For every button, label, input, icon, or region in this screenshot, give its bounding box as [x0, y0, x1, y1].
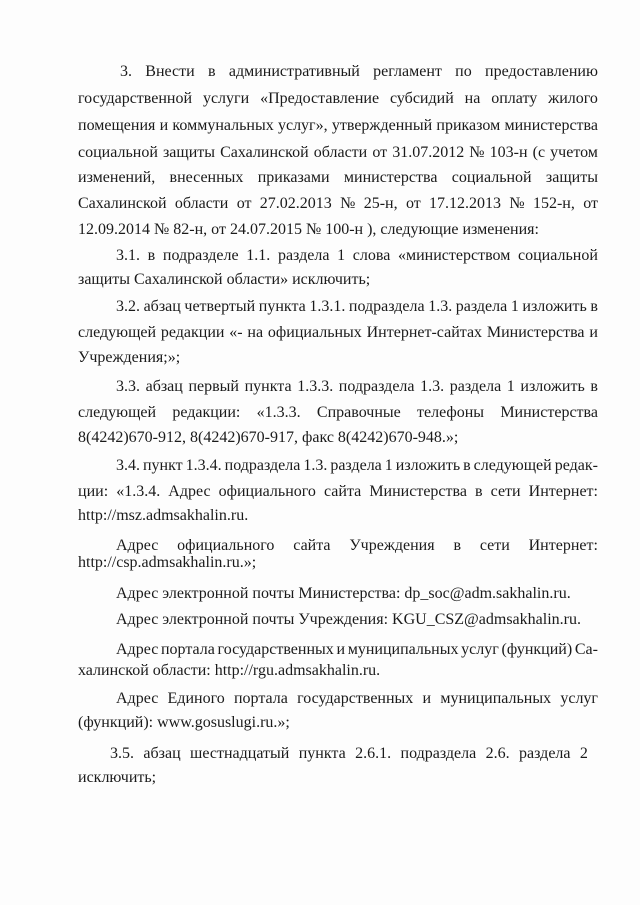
word: Адрес: [116, 537, 159, 554]
word: приказами: [257, 169, 330, 186]
word: 1.3.: [428, 298, 453, 315]
word: «1.3.4.: [116, 483, 161, 500]
word: раздела: [330, 457, 382, 474]
word: приказом: [436, 117, 501, 134]
word: 3.1.: [116, 247, 140, 264]
word: услуг: [461, 641, 499, 658]
word: от: [372, 144, 388, 161]
word: жилого: [548, 90, 598, 107]
word: Интернет:: [528, 483, 598, 500]
word: услуг»,: [277, 117, 328, 134]
word: подраздела: [400, 745, 477, 762]
word: официального: [177, 537, 275, 554]
word: субсидий: [390, 90, 454, 107]
p31-line2: защиты Сахалинской области» исключить;: [78, 271, 371, 288]
word: 1.3.3.: [297, 378, 334, 395]
word: от: [405, 195, 421, 212]
word: 3.2.: [116, 298, 140, 315]
word: №: [340, 195, 356, 212]
word: и: [159, 117, 169, 134]
word: сети: [479, 537, 510, 554]
word: телефоны: [417, 404, 485, 421]
word: редак-: [554, 457, 598, 474]
word: изложить: [395, 457, 461, 474]
word: утвержденный: [331, 117, 433, 134]
word: от: [583, 195, 598, 212]
word: «Предоставление: [260, 90, 380, 107]
word: государственной: [78, 90, 193, 107]
word: 31.07.2012: [392, 144, 465, 161]
word: раздела: [519, 745, 571, 762]
word: помещения: [78, 117, 156, 134]
word: в: [463, 457, 471, 474]
word: защиты: [545, 169, 598, 186]
word: портала: [160, 641, 215, 658]
word: подразделе: [162, 247, 239, 264]
email-ministry: Адрес электронной почты Министерства: dp_soc@adm.sakhalin.ru.: [116, 585, 571, 602]
word: 2.6.1.: [355, 745, 392, 762]
email-institution: Адрес электронной почты Учреждения: KGU_CSZ@admsakhalin.ru.: [116, 611, 581, 628]
word: 3.4.: [116, 457, 140, 474]
word: и: [589, 324, 598, 341]
portal-regional-line1: [116, 640, 598, 660]
word: раздела: [455, 298, 508, 315]
word: пункта: [258, 298, 306, 315]
word: абзац: [143, 745, 181, 762]
p33-line3: 8(4242)670-912, 8(4242)670-917, факс 8(4242)670-948.»;: [78, 429, 459, 446]
word: Сахалинской: [78, 195, 167, 212]
p33-line1: [116, 377, 598, 397]
word: на: [247, 324, 264, 341]
word: абзац: [143, 298, 181, 315]
word: коммунальных: [172, 117, 274, 134]
item3-line2: [78, 89, 598, 109]
word: №: [509, 195, 525, 212]
word: «министерством: [397, 247, 511, 264]
word: Министерства: [369, 483, 467, 500]
word: министерства: [343, 169, 438, 186]
word: следующей: [78, 404, 157, 421]
p35-line1: [110, 744, 588, 764]
word: 17.12.2013: [429, 195, 502, 212]
word: 1.3.: [303, 457, 328, 474]
portal-federal-line2: (функций): www.gosuslugi.ru.»;: [78, 714, 290, 731]
p31-line1: [116, 246, 598, 266]
p34-line2: [78, 482, 598, 502]
item3-line1: [120, 62, 598, 82]
word: 152-н,: [532, 195, 575, 212]
word: редакции:: [172, 404, 241, 421]
word: 1.3.: [420, 378, 445, 395]
word: Министерства: [486, 324, 585, 341]
word: министерства: [504, 117, 598, 134]
word: №: [469, 144, 485, 161]
word: 27.02.2013: [259, 195, 332, 212]
word: внесенных: [169, 169, 244, 186]
word: раздела: [449, 378, 502, 395]
word: по: [455, 63, 472, 80]
p35-line2: исключить;: [78, 769, 157, 786]
word: 1: [337, 247, 346, 264]
word: в: [453, 537, 461, 554]
word: подраздела: [224, 457, 301, 474]
item3-line6: [78, 194, 598, 214]
word: 1: [384, 457, 393, 474]
word: оплату: [491, 90, 538, 107]
word: пункта: [244, 378, 292, 395]
word: портала: [233, 690, 288, 707]
word: социальной: [78, 144, 158, 161]
word: «1.3.3.: [256, 404, 301, 421]
word: (с: [532, 144, 546, 161]
item3-line7: 12.09.2014 № 82-н, от 24.07.2015 № 100-н ), следующие изменения:: [78, 221, 539, 238]
word: сети: [490, 483, 521, 500]
word: области: [313, 144, 368, 161]
word: пункт: [142, 457, 183, 474]
word: государственных: [217, 641, 334, 658]
word: 1.3.4.: [185, 457, 222, 474]
word: услуги: [202, 90, 250, 107]
word: редакции: [160, 324, 225, 341]
word: раздела: [277, 247, 330, 264]
word: Са-: [574, 641, 598, 658]
word: пункта: [298, 745, 346, 762]
word: области: [174, 195, 229, 212]
word: в: [207, 63, 216, 80]
word: шестнадцатый: [190, 745, 290, 762]
word: следующей: [78, 324, 157, 341]
word: государственных: [297, 690, 414, 707]
portal-regional-line2: халинской области: http://rgu.admsakhalin.ru.: [78, 662, 381, 679]
word: сайта: [293, 537, 331, 554]
p34-line1: [116, 456, 598, 476]
word: и: [422, 690, 432, 707]
word: 103-н: [489, 144, 528, 161]
word: ции:: [78, 483, 109, 500]
word: муниципальных: [347, 641, 459, 658]
word: 3.3.: [116, 378, 140, 395]
word: Министерства: [500, 404, 598, 421]
addr-inst-line2: http://csp.admsakhalin.ru.»;: [78, 554, 257, 571]
word: предоставлению: [485, 63, 598, 80]
p33-line2: [78, 403, 598, 423]
word: от: [236, 195, 252, 212]
word: социальной: [451, 169, 532, 186]
word: социальной: [518, 247, 598, 264]
word: «-: [229, 324, 243, 341]
word: Внести: [145, 63, 195, 80]
word: в: [475, 483, 483, 500]
item3-line3: [78, 116, 598, 136]
word: Учреждения: [349, 537, 435, 554]
word: 1.3.1.: [309, 298, 346, 315]
word: муниципальных: [440, 690, 552, 707]
word: 2: [579, 745, 588, 762]
word: в: [147, 247, 156, 264]
word: официального: [218, 483, 316, 500]
word: 1: [506, 378, 515, 395]
word: услуг: [560, 690, 598, 707]
word: изложить: [520, 378, 585, 395]
p32-line3: Учреждения;»;: [78, 349, 181, 366]
word: 2.6.: [485, 745, 510, 762]
word: 1.1.: [246, 247, 271, 264]
word: (функций): [501, 641, 573, 658]
word: подраздела: [348, 298, 425, 315]
word: и: [336, 641, 346, 658]
word: Единого: [167, 690, 225, 707]
word: первый: [188, 378, 239, 395]
p34-line3: http://msz.admsakhalin.ru.: [78, 507, 249, 524]
item3-line5: [78, 168, 598, 188]
word: Адрес: [168, 483, 211, 500]
word: сайта: [324, 483, 362, 500]
word: подраздела: [338, 378, 415, 395]
word: в: [590, 298, 598, 315]
word: защиты: [162, 144, 216, 161]
word: административный: [228, 63, 360, 80]
word: учетом: [550, 144, 598, 161]
word: регламент: [373, 63, 442, 80]
word: 3.: [120, 63, 132, 80]
portal-federal-line1: [116, 689, 598, 709]
word: 25-н,: [363, 195, 398, 212]
word: 3.5.: [110, 745, 134, 762]
p32-line1: [116, 297, 598, 317]
word: следующей: [473, 457, 552, 474]
word: Адрес: [116, 641, 159, 658]
word: 1: [510, 298, 519, 315]
word: Сахалинской: [220, 144, 309, 161]
word: изложить: [522, 298, 587, 315]
word: слова: [352, 247, 391, 264]
word: изменений,: [78, 169, 156, 186]
word: Интернет-сайтах: [366, 324, 483, 341]
word: четвертый: [184, 298, 256, 315]
word: в: [590, 378, 598, 395]
word: на: [464, 90, 481, 107]
word: Справочные: [316, 404, 401, 421]
word: официальных: [267, 324, 362, 341]
word: Адрес: [116, 690, 159, 707]
p32-line2: [78, 323, 598, 343]
word: Интернет:: [528, 537, 598, 554]
word: абзац: [145, 378, 183, 395]
item3-line4: [78, 143, 598, 163]
